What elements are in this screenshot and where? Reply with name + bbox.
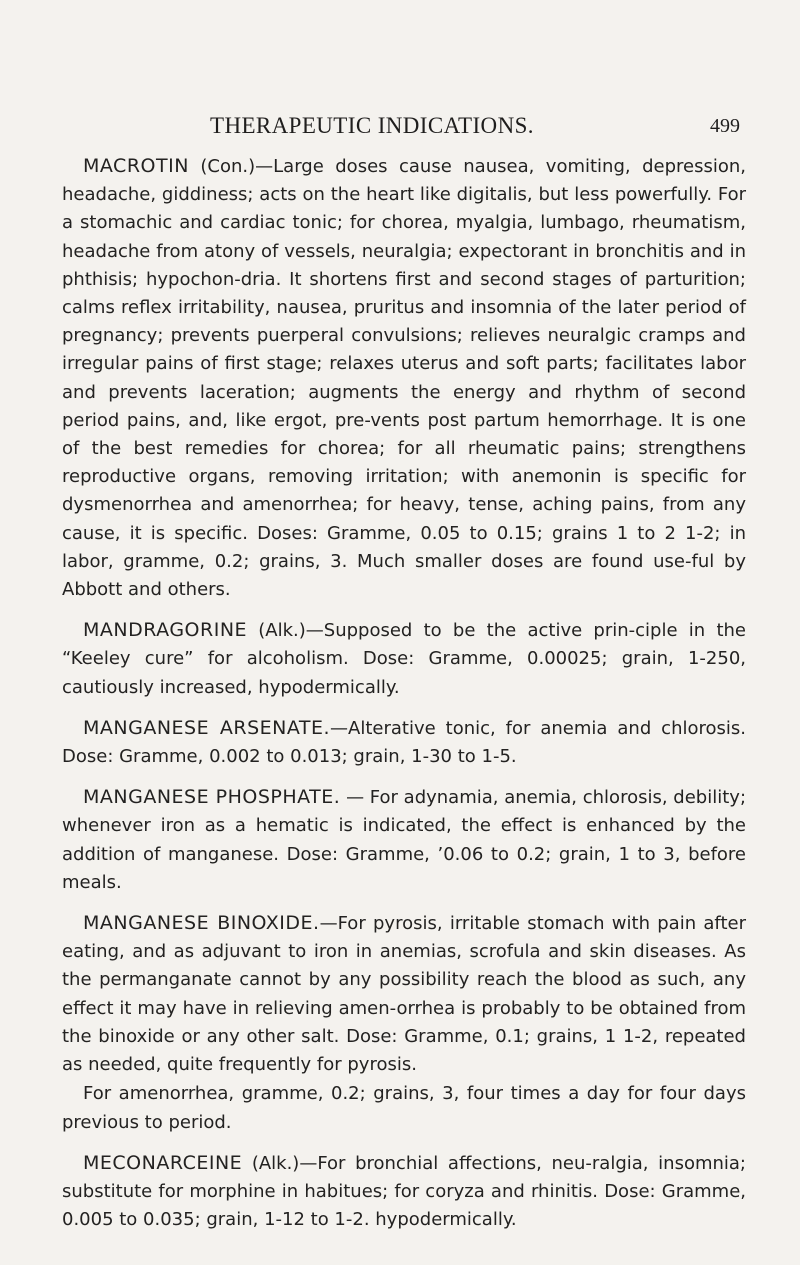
entry-term: MANGANESE ARSENATE. <box>83 716 331 739</box>
entry-term: MANGANESE BINOXIDE. <box>83 912 320 935</box>
entry-term: MANDRAGORINE <box>83 619 248 642</box>
body-text <box>62 152 746 1246</box>
entry-mandragorine <box>62 616 746 702</box>
entry-binoxide-amenorrhea-note <box>62 1079 746 1136</box>
entry-macrotin <box>62 152 746 604</box>
entry-manganese-arsenate <box>62 714 746 771</box>
entry-text: (Alk.)—Supposed to be the active prin-ciple in the “Keeley cure” for alcoholism. Dose: Gramme, 0.00025; grain, 1-250, cautiously increased, hypodermically. <box>62 620 746 698</box>
entry-term: MECONARCEINE <box>83 1151 243 1174</box>
entry-term: MACROTIN <box>83 155 189 177</box>
running-head: THERAPEUTIC INDICATIONS. <box>210 113 534 138</box>
entry-manganese-binoxide <box>62 909 746 1079</box>
entry-text: (Alk.)—For bronchial affections, neu-ralgia, insomnia; substitute for morphine in habitues; for coryza and rhinitis. Dose: Gramme, 0.005 to 0.035; grain, 1-12 to 1-2. hypodermically. <box>62 1152 746 1231</box>
entry-text: — For adynamia, anemia, chlorosis, debility; whenever iron as a hematic is indicated, the effect is enhanced by the addition of manganese. Dose: Gramme, ’0.06 to 0.2; grain, 1 to 3, before meals. <box>62 787 747 893</box>
entry-text: —For pyrosis, irritable stomach with pain after eating, and as adjuvant to iron in anemias, scrofula and skin diseases. As the permanganate cannot by any possibility reach the blood as such, any effect it may have in relieving amen-orrhea is probably to be obtained from the binoxide or any other salt. Dose: Gramme, 0.1; grains, 1 1-2, repeated as needed, quite frequently for pyrosis. <box>62 913 746 1076</box>
page-header <box>62 113 742 147</box>
entry-manganese-phosphate <box>62 783 746 897</box>
entry-text: For amenorrhea, gramme, 0.2; grains, 3, four times a day for four days previous to period. <box>62 1083 746 1133</box>
page-number: 499 <box>710 115 740 137</box>
entry-text: (Con.)—Large doses cause nausea, vomiting, depression, headache, giddiness; acts on the heart like digitalis, but less powerfully. For a stomachic and cardiac tonic; for chorea, myalgia, lumbago, rheumatism, headache from atony of vessels, neuralgia; expectorant in bronchitis and in phthisis; hypochon-dria. It shortens first and second stages of parturition; calms reflex irritability, nausea, pruritus and insomnia of the later period of pregnancy; prevents puerperal convulsions; relieves neuralgic cramps and irregular pains of first stage; relaxes uterus and soft parts; facilitates labor and prevents laceration; augments the energy and rhythm of second period pains, and, like ergot, pre-vents post partum hemorrhage. It is one of the best remedies for chorea; for all rheumatic pains; strengthens reproductive organs, removing irritation; with anemonin is specific for dysmenorrhea and amenorrhea; for heavy, tense, aching pains, from any cause, it is specific. Doses: Gramme, 0.05 to 0.15; grains 1 to 2 1-2; in labor, gramme, 0.2; grains, 3. Much smaller doses are found use-ful by Abbott and others. <box>62 156 746 601</box>
entry-text: —Alterative tonic, for anemia and chlorosis. Dose: Gramme, 0.002 to 0.013; grain, 1-30 to 1-5. <box>62 717 746 768</box>
entry-meconarceine <box>62 1149 746 1235</box>
entry-term: MANGANESE PHOSPHATE. <box>83 786 341 809</box>
